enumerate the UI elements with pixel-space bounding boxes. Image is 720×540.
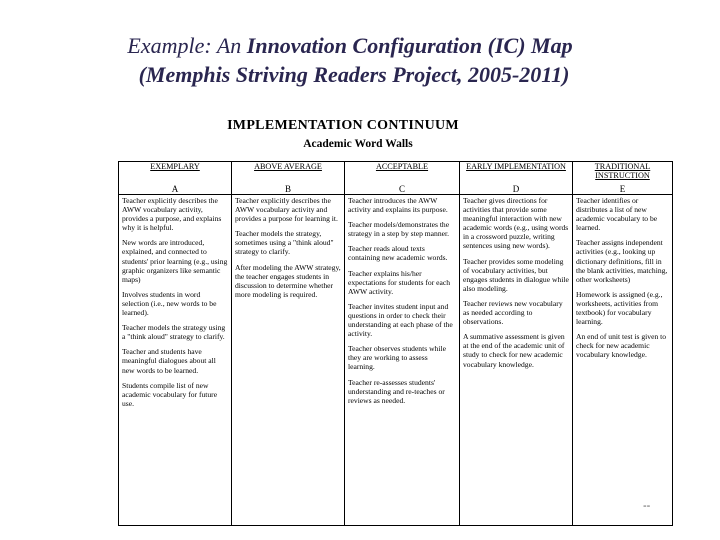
- level-label: E: [619, 184, 626, 194]
- descriptor: An end of unit test is given to check for new academic vocabulary knowledge.: [576, 332, 667, 360]
- descriptor: Teacher explains his/her expectations for students for each AWW activity.: [348, 268, 451, 296]
- descriptor: A summative assessment is given at the end of the academic unit of study to check for new academic vocabulary knowledge.: [463, 332, 565, 369]
- slide-title-line-1: [0, 32, 710, 60]
- descriptor: Teacher reads aloud texts containing new academic words.: [348, 244, 448, 263]
- descriptor: Teacher models/demonstrates the strategy in a step by step manner.: [348, 220, 450, 239]
- descriptor: Teacher explicitly describes the AWW vocabulary activity and provides a purpose for learning it.: [235, 196, 338, 224]
- column-header-above-average: ABOVE AVERAGE B: [232, 162, 345, 195]
- descriptor: Teacher observes students while they are working to assess learning.: [348, 344, 446, 372]
- descriptor: Teacher identifies or distributes a list of new academic vocabulary to be learned.: [576, 196, 658, 233]
- column-header-traditional-instruction: TRADITIONAL INSTRUCTION E: [573, 162, 673, 195]
- level-label: A: [171, 184, 179, 194]
- level-label: D: [512, 184, 520, 194]
- cell-early-implementation: [460, 195, 573, 526]
- descriptor: Students compile list of new academic vocabulary for future use.: [122, 380, 218, 408]
- column-header-exemplary: EXEMPLARY A: [119, 162, 232, 195]
- descriptor: New words are introduced, explained, and connected to students' prior learning (e.g., using graphic organizers like semantic maps): [122, 238, 228, 284]
- page-number: --: [643, 500, 651, 512]
- column-header-early-implementation: EARLY IMPLEMENTATION D: [460, 162, 573, 195]
- table-row: [119, 195, 673, 526]
- slide-title-prefix: Example: An: [127, 33, 247, 58]
- descriptor: Teacher reviews new vocabulary as needed according to observations.: [463, 298, 563, 327]
- cell-traditional-instruction: [573, 195, 673, 526]
- descriptor: After modeling the AWW strategy, the teacher engages students in discussion to determine whether more modeling is required.: [235, 262, 341, 299]
- descriptor: Teacher models the strategy using a "think aloud" strategy to clarify.: [122, 323, 226, 342]
- descriptor: Teacher re-assesses students' understanding and re-teaches or reviews as needed.: [348, 377, 445, 405]
- descriptor: Teacher gives directions for activities that provide some meaningful interaction with new academic words (e.g., using words in a crossword puzzle, writing sentences using new words).: [463, 196, 569, 251]
- descriptor: Teacher introduces the AWW activity and explains its purpose.: [348, 196, 448, 215]
- descriptor: Teacher and students have meaningful dialogues about all new words to be learned.: [122, 347, 216, 375]
- level-label: C: [398, 184, 405, 194]
- table-subtitle: Academic Word Walls: [303, 138, 413, 150]
- descriptor: Involves students in word selection (i.e., new words to be learned).: [122, 289, 217, 318]
- cell-exemplary: [119, 195, 232, 526]
- slide-title-line-2: (Memphis Striving Readers Project, 2005-2011): [138, 62, 570, 87]
- cell-acceptable: [345, 195, 460, 526]
- implementation-continuum-table: [118, 161, 673, 526]
- descriptor: Teacher explicitly describes the AWW vocabulary activity, provides a purpose, and explains why it is helpful.: [122, 196, 222, 233]
- cell-above-average: [232, 195, 345, 526]
- descriptor: Teacher models the strategy, sometimes using a "think aloud" strategy to clarify.: [235, 229, 334, 257]
- level-label: B: [284, 184, 291, 194]
- column-header-acceptable: ACCEPTABLE C: [345, 162, 460, 195]
- descriptor: Teacher provides some modeling of vocabulary activities, but engages students in dialogue while also modeling.: [463, 256, 569, 293]
- slide-title-emphasis: Innovation Configuration (IC) Map: [246, 33, 573, 58]
- descriptor: Homework is assigned (e.g., worksheets, activities from textbook) for vocabulary learning.: [576, 289, 663, 327]
- descriptor: Teacher assigns independent activities (e.g., looking up dictionary definitions, fill in the blank activities, matching, other worksheets): [576, 238, 668, 284]
- table-title: IMPLEMENTATION CONTINUUM: [227, 118, 459, 133]
- descriptor: Teacher invites student input and questions in order to check their understanding at each phase of the activity.: [348, 301, 453, 339]
- table-header-row: [119, 162, 673, 195]
